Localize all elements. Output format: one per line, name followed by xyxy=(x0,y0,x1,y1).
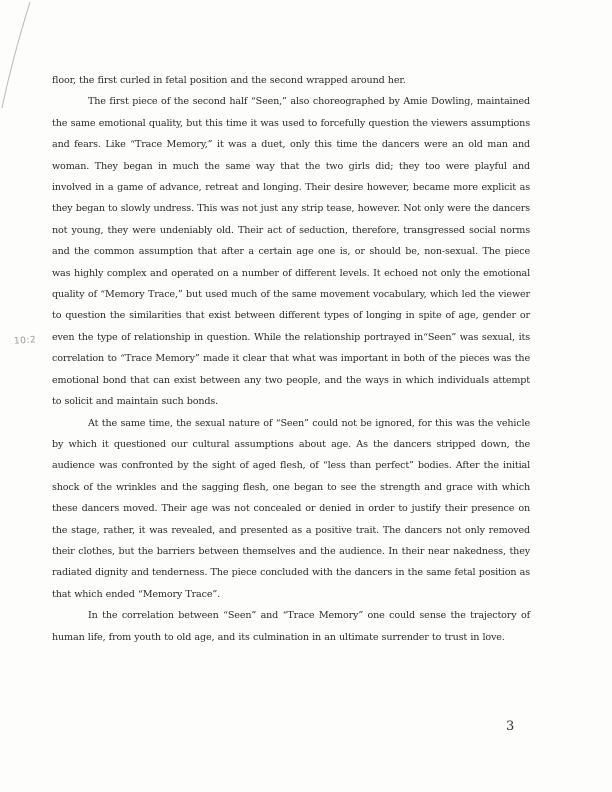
paragraph-sexual-nature: At the same time, the sexual nature of “Seen” could not be ignored, for this was the vehicle by which it questioned our cultural assumptions about age. As the dancers stripped down, the audience was confronted by the sight of aged flesh, of “less than perfect” bodies. After the initial shock of the wrinkles and the sagging flesh, one began to see the strength and grace with which these dancers moved. Their age was not concealed or denied in order to justify their presence on the stage, rather, it was revealed, and presented as a positive trait. The dancers not only removed their clothes, but the barriers between themselves and the audience. In their near nakedness, they radiated dignity and tenderness. The piece concluded with the dancers in the same fetal position as that which ended “Memory Trace”. xyxy=(52,417,530,600)
body-text xyxy=(52,70,530,648)
margin-note: 10:2 xyxy=(13,335,37,347)
page-number: 3 xyxy=(506,719,515,734)
paragraph-seen-intro: The first piece of the second half “Seen,” also choreographed by Amie Dowling, maintained the same emotional quality, but this time it was used to forcefully question the viewers assumptions and fears. Like “Trace Memory,” it was a duet, only this time the dancers were an old man and woman. They began in much the same way that the two girls did; they too were playful and involved in a game of advance, retreat and longing. Their desire however, became more explicit as they began to slowly undress. This was not just any strip tease, however. Not only were the dancers not young, they were undeniably old. Their act of seduction, therefore, transgressed social norms and the common assumption that after a certain age one is, or should be, non-sexual. The piece was highly complex and operated on a number of different levels. It echoed not only the emotional quality of “Memory Trace,” but used much of the same movement vocabulary, which led the viewer to question the similarities that exist between different types of longing in spite of age, gender or even the type of relationship in question. While the relationship portrayed in“Seen” was sexual, its correlation to “Trace Memory” made it clear that what was important in both of the pieces was the emotional bond that can exist between any two people, and the ways in which individuals attempt to solicit and maintain such bonds. xyxy=(52,96,530,408)
paragraph-continuation: floor, the first curled in fetal position and the second wrapped around her. xyxy=(52,75,406,86)
paragraph-conclusion: In the correlation between “Seen” and “Trace Memory” one could sense the trajectory of human life, from youth to old age, and its culmination in an ultimate surrender to trust in love. xyxy=(52,610,530,643)
paper-edge-mark xyxy=(0,0,40,110)
